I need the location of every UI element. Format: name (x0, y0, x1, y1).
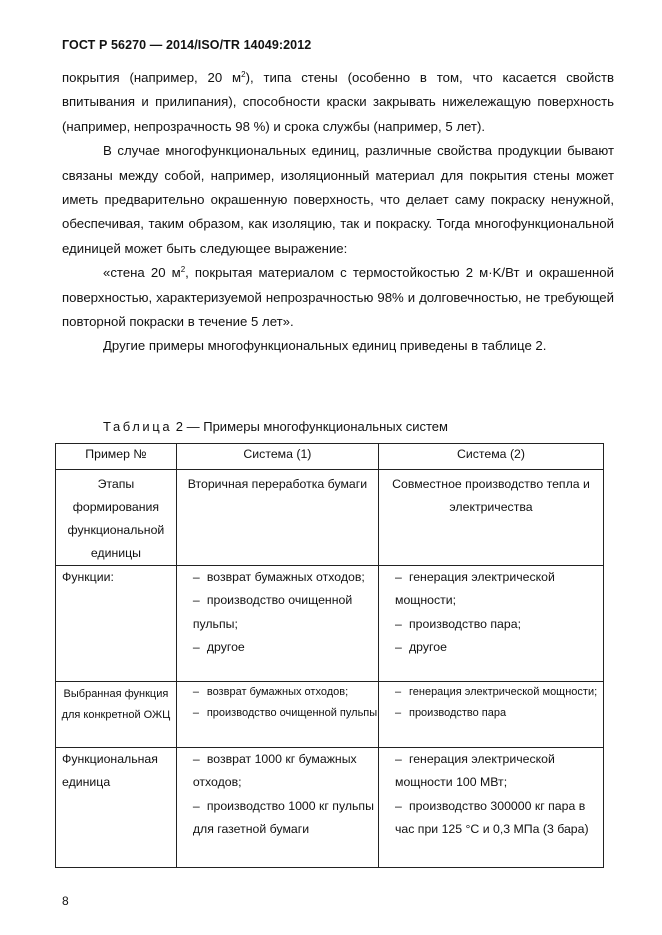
table-caption: Таблица 2 — Примеры многофункциональных систем (103, 419, 448, 434)
system-2-cell (378, 682, 603, 748)
row-label: Выбранная функция для конкретной ОЖЦ (56, 682, 177, 748)
row-label: Функции: (56, 566, 177, 682)
list-item: – генерация электрической мощности; (394, 686, 598, 698)
list-item: – другое (192, 640, 245, 655)
header-example-no: Пример № (56, 444, 177, 470)
paragraph-2: В случае многофункциональных единиц, различные свойства продукции бывают связаны между собой, например, изоляционный материал для покрытия стены может иметь предварительно окрашенную поверхность, что делает саму покраску ненужной, обеспечивая, таким образом, как изоляцию, так и покраску. Тогда многофункциональной единицей может быть следующее выражение: (62, 143, 614, 256)
system-1-cell (176, 682, 378, 748)
system-1-cell (176, 748, 378, 868)
table-row (56, 748, 604, 868)
list-item: – производство пара; (394, 616, 521, 631)
list-item: – генерация электрической мощности 100 МВт; (394, 752, 555, 790)
table-row (56, 470, 604, 566)
list-item: – производство очищенной пульпы (192, 707, 378, 720)
list-item: – производство 300000 кг пара в час при 125 °С и 0,3 МПа (3 бара) (394, 798, 589, 837)
paragraph-1: покрытия (например, 20 $м^2$), типа стены (особенно в том, что касается свойств впитывания и прилипания), способности краски закрывать нижележащую поверхность (например, непрозрачность 98 %) и срока службы (например, 5 лет). (62, 70, 614, 134)
table-row (56, 566, 604, 682)
list-item: – производство очищенной пульпы; (192, 593, 353, 631)
system-2-cell (378, 566, 603, 682)
body-text (62, 66, 614, 359)
list-item: – производство пара (394, 707, 507, 720)
row-label: Функциональная единица (56, 748, 177, 868)
list-item: – возврат бумажных отходов; (192, 686, 349, 698)
header-system-2: Система (2) (378, 444, 603, 470)
page-number: 8 (62, 894, 69, 908)
system-1-cell: Вторичная переработка бумаги (176, 470, 378, 566)
system-1-cell (176, 566, 378, 682)
list-item: – генерация электрической мощности; (394, 570, 555, 608)
list-item: – производство 1000 кг пульпы для газетной бумаги (192, 798, 374, 837)
row-label: Этапы формирования функциональной единицы (56, 470, 177, 566)
table-row (56, 682, 604, 748)
functional-systems-table (55, 443, 604, 868)
header-system-1: Система (1) (176, 444, 378, 470)
table-header-row (56, 444, 604, 470)
paragraph-3: «стена 20 $м^2$, покрытая материалом с термостойкостью 2 м·K/Вт и окрашенной поверхностью, характеризуемой непрозрачностью 98% и долговечностью, не требующей повторной покраски в течение 5 лет». (62, 265, 614, 330)
system-2-cell (378, 748, 603, 868)
list-item: – другое (394, 640, 447, 655)
list-item: – возврат 1000 кг бумажных отходов; (192, 752, 357, 790)
list-item: – возврат бумажных отходов; (192, 570, 365, 584)
paragraph-4: Другие примеры многофункциональных единиц приведены в таблице 2. (103, 338, 547, 354)
document-header: ГОСТ Р 56270 — 2014/ISO/TR 14049:2012 (62, 38, 312, 52)
system-2-cell: Совместное производство тепла и электричества (378, 470, 603, 566)
